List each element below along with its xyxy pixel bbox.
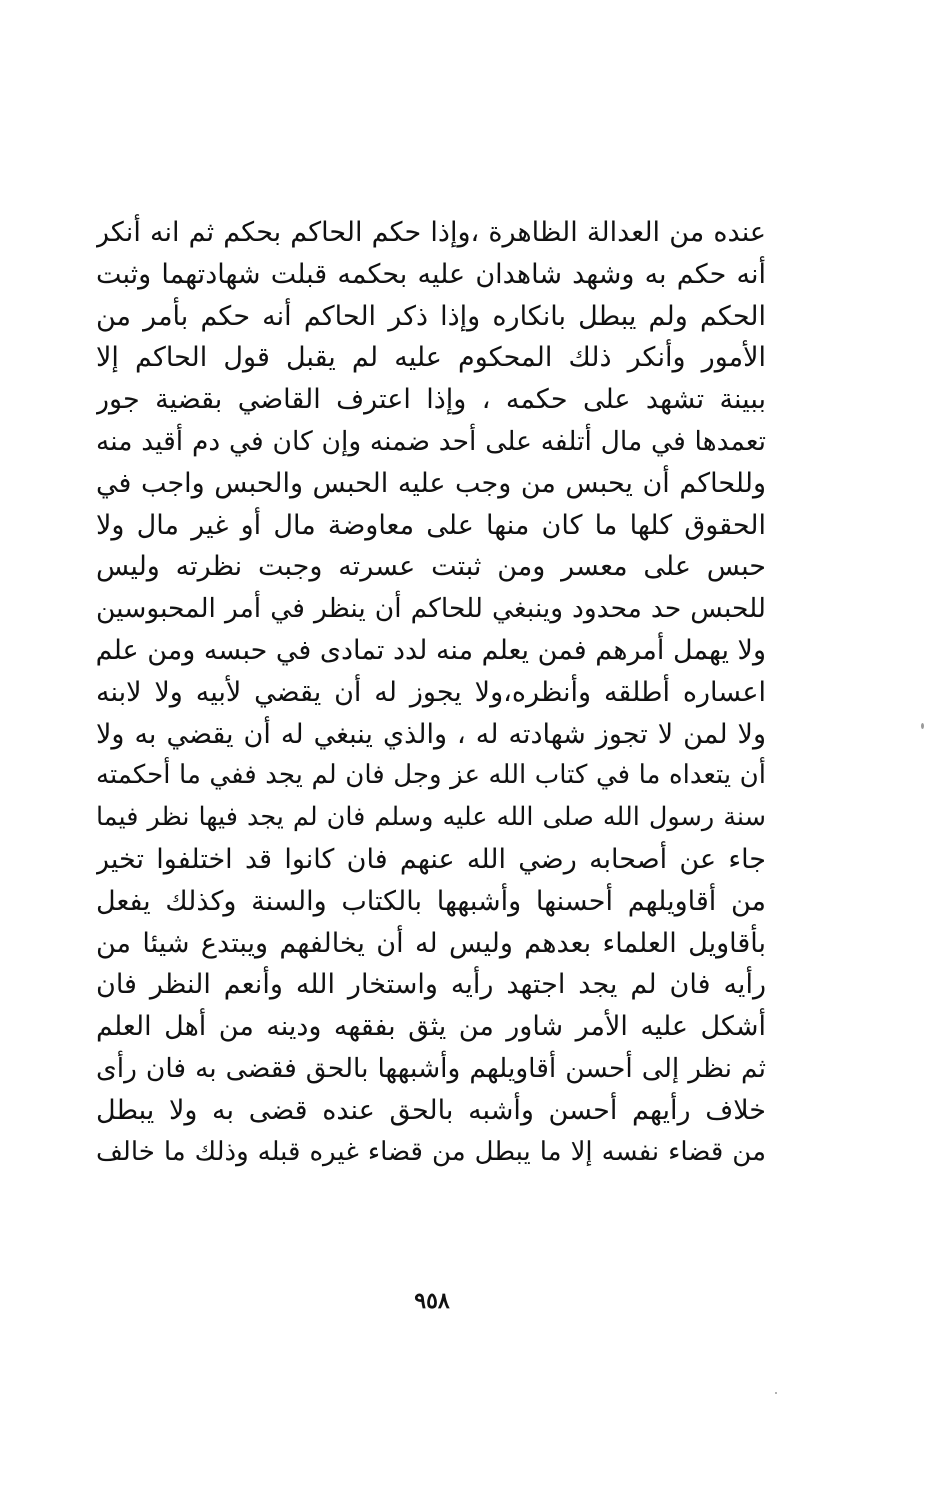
body-text (96, 212, 766, 1173)
text-line: وللحاكم أن يحبس من وجب عليه الحبس والحبس واجب في (96, 467, 766, 499)
scan-speck (921, 723, 924, 729)
text-line: سنة رسول الله صلى الله عليه وسلم فان لم يجد فيها نظر فيما (96, 802, 766, 833)
text-line: ولا يهمل أمرهم فمن يعلم منه لدد تمادى في حبسه ومن علم (96, 634, 766, 666)
text-line: الحقوق كلها ما كان منها على معاوضة مال أو غير مال ولا (96, 509, 766, 541)
text-line: الأمور وأنكر ذلك المحكوم عليه لم يقبل قول الحاكم إلا (96, 342, 766, 374)
text-line: تعمدها في مال أتلفه على أحد ضمنه وإن كان في دم أقيد منه (96, 425, 766, 457)
text-line: أن يتعداه ما في كتاب الله عز وجل فان لم يجد ففي ما أحكمته (96, 760, 766, 791)
text-line: بأقاويل العلماء بعدهم وليس له أن يخالفهم ويبتدع شيئا من (96, 927, 766, 959)
text-line: ببينة تشهد على حكمه ، وإذا اعترف القاضي بقضية جور (96, 384, 766, 416)
text-line: الحكم ولم يبطل بانكاره وإذا ذكر الحاكم أنه حكم بأمر من (96, 300, 766, 332)
text-line: أشكل عليه الأمر شاور من يثق بفقهه ودينه من أهل العلم (96, 1011, 766, 1043)
text-line: اعساره أطلقه وأنظره،ولا يجوز له أن يقضي لأبيه ولا لابنه (96, 676, 766, 708)
text-line: ثم نظر إلى أحسن أقاويلهم وأشبهها بالحق فقضى به فان رأى (96, 1052, 766, 1084)
text-line: من أقاويلهم أحسنها وأشبهها بالكتاب والسنة وكذلك يفعل (96, 885, 766, 917)
text-line: عنده من العدالة الظاهرة ،وإذا حكم الحاكم بحكم ثم انه أنكر (96, 217, 766, 248)
text-line: خلاف رأيهم أحسن وأشبه بالحق عنده قضى به ولا يبطل (96, 1094, 766, 1126)
text-line: رأيه فان لم يجد اجتهد رأيه واستخار الله وأنعم النظر فان (96, 969, 766, 1001)
text-line: ولا لمن لا تجوز شهادته له ، والذي ينبغي له أن يقضي به ولا (96, 718, 766, 750)
text-line: من قضاء نفسه إلا ما يبطل من قضاء غيره قبله وذلك ما خالف (96, 1136, 766, 1167)
text-line: حبس على معسر ومن ثبتت عسرته وجبت نظرته وليس (96, 551, 766, 583)
page-number: ٩٥٨ (414, 1288, 450, 1314)
text-line: للحبس حد محدود وينبغي للحاكم أن ينظر في أمر المحبوسين (96, 593, 766, 625)
text-line: أنه حكم به وشهد شاهدان عليه بحكمه قبلت شهادتهما وثبت (96, 258, 766, 290)
scan-speck (775, 1392, 777, 1394)
text-line: جاء عن أصحابه رضي الله عنهم فان كانوا قد اختلفوا تخير (96, 843, 766, 875)
